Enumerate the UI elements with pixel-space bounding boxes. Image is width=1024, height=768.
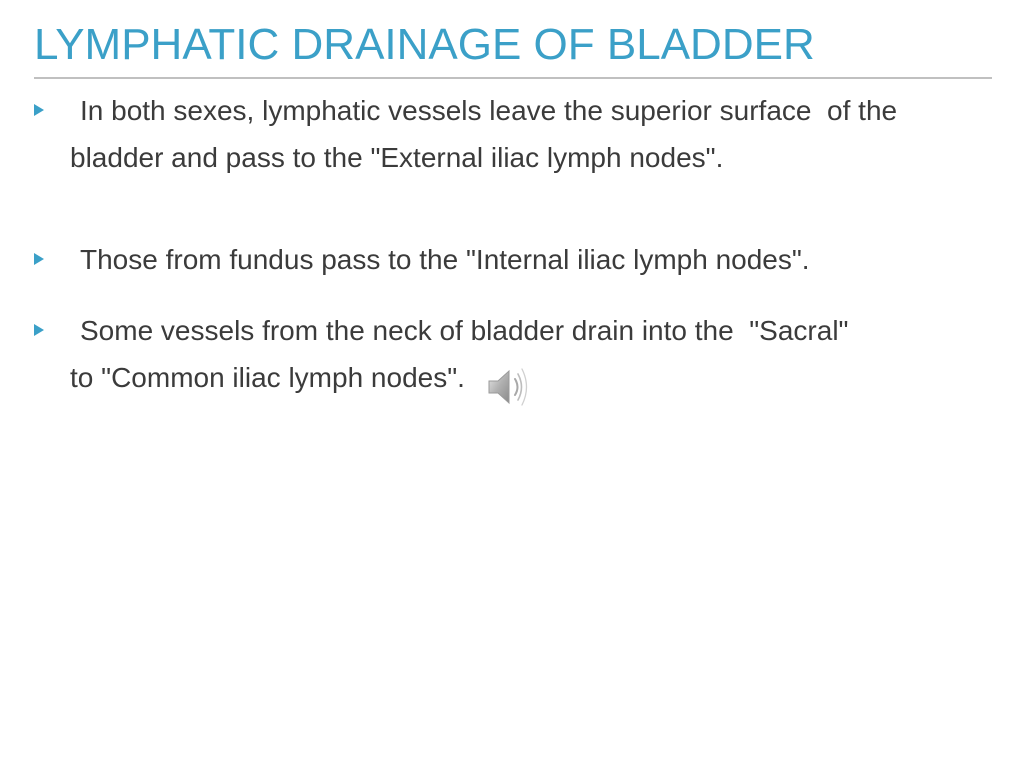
bullet-marker-icon	[34, 104, 44, 116]
bullet-text: In both sexes, lymphatic vessels leave the superior surface of the bladder and pass to the "External iliac lymph nodes".	[70, 95, 905, 173]
title-divider	[34, 77, 992, 79]
slide-title: LYMPHATIC DRAINAGE OF BLADDER	[34, 20, 815, 69]
bullet-marker-icon	[34, 324, 44, 336]
speaker-icon[interactable]	[485, 365, 535, 409]
bullet-item-2	[34, 236, 994, 283]
bullet-text: Those from fundus pass to the "Internal iliac lymph nodes".	[80, 244, 810, 275]
bullet-text: Some vessels from the neck of bladder drain into the "Sacral" to "Common iliac lymph nodes".	[70, 315, 857, 393]
bullet-marker-icon	[34, 253, 44, 265]
speaker-icon-graphic	[485, 365, 535, 409]
bullet-item-1	[34, 87, 994, 181]
